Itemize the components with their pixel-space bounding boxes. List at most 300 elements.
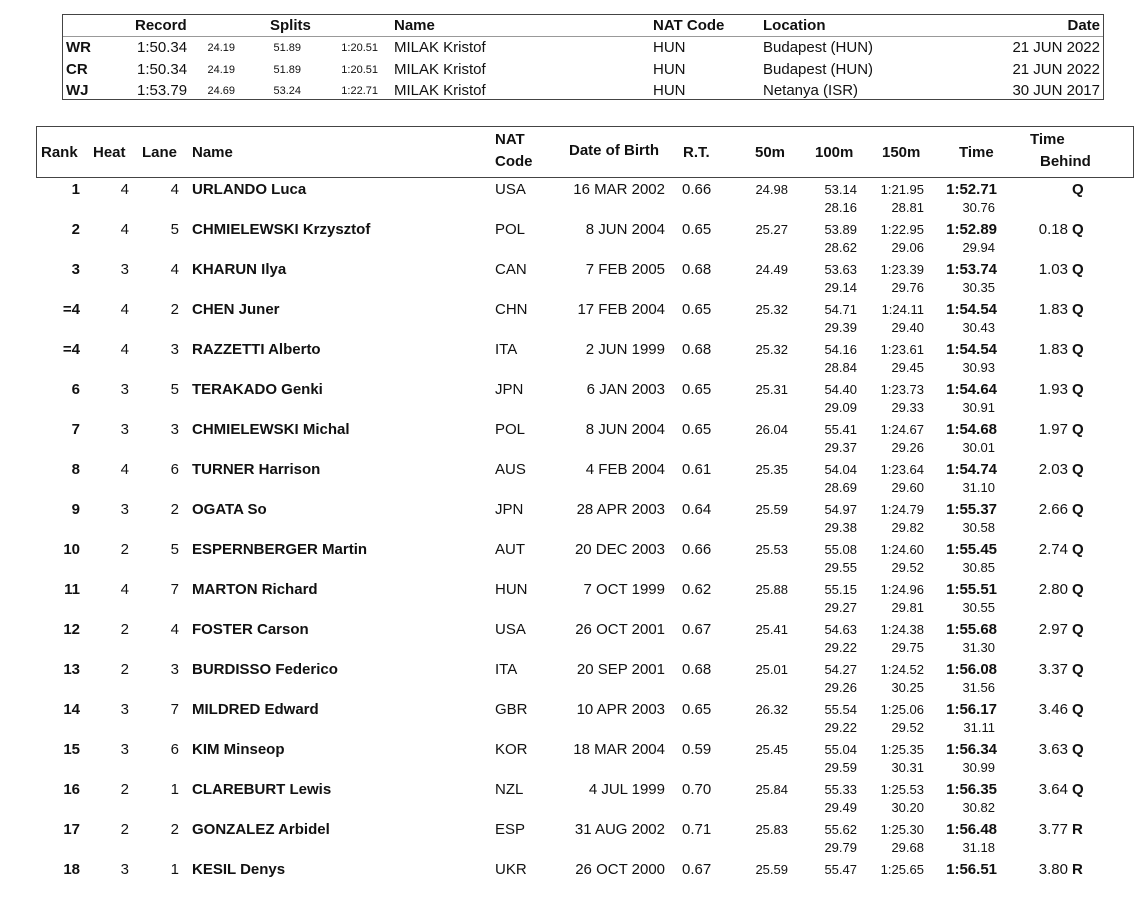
final-time-cell: 1:54.54 bbox=[946, 341, 997, 358]
reaction-time-cell: 0.66 bbox=[682, 181, 712, 198]
date-of-birth-cell: 28 APR 2003 bbox=[576, 501, 665, 518]
result-row bbox=[0, 821, 1138, 861]
nat-code-cell: CHN bbox=[495, 301, 528, 318]
lap-200m-cell: 30.43 bbox=[962, 320, 995, 335]
split-50m-cell: 25.59 bbox=[755, 502, 788, 517]
athlete-name: KIM Minseop bbox=[192, 741, 285, 758]
records-header-splits: Splits bbox=[270, 17, 311, 34]
lap-150m-cell: 29.52 bbox=[891, 560, 924, 575]
split-150m-cell: 1:25.06 bbox=[880, 702, 924, 717]
header-rt: R.T. bbox=[683, 144, 710, 161]
record-code: WJ bbox=[66, 82, 89, 99]
lane-cell: 2 bbox=[170, 821, 179, 838]
rank-cell: 2 bbox=[71, 221, 80, 238]
record-date: 21 JUN 2022 bbox=[1012, 60, 1100, 78]
lane-cell: 6 bbox=[170, 461, 179, 478]
split-100m-cell: 55.47 bbox=[824, 862, 857, 877]
rank-cell: 6 bbox=[71, 381, 80, 398]
date-of-birth-cell: 18 MAR 2004 bbox=[573, 741, 665, 758]
reaction-time-cell: 0.64 bbox=[682, 501, 712, 518]
split-50m-cell: 25.31 bbox=[755, 382, 788, 397]
nat-code-cell: POL bbox=[495, 421, 526, 438]
reaction-time-cell: 0.65 bbox=[682, 301, 712, 318]
qualification-badge: Q bbox=[1072, 301, 1084, 318]
split-50m-cell: 26.04 bbox=[755, 422, 788, 437]
final-time-cell: 1:54.54 bbox=[946, 301, 997, 318]
split-50m-cell: 25.59 bbox=[755, 862, 788, 877]
reaction-time-cell: 0.62 bbox=[682, 581, 712, 598]
lap-200m-cell: 31.11 bbox=[963, 720, 995, 735]
split-50m-cell: 25.41 bbox=[755, 622, 788, 637]
final-time-cell: 1:55.45 bbox=[946, 541, 997, 558]
split-150m-cell: 1:24.96 bbox=[880, 582, 924, 597]
reaction-time-cell: 0.67 bbox=[682, 621, 712, 638]
time-behind-cell: 1.97 bbox=[1038, 421, 1068, 438]
split-50m-cell: 25.32 bbox=[755, 342, 788, 357]
final-time-cell: 1:55.37 bbox=[946, 501, 997, 518]
split-100m-cell: 54.27 bbox=[824, 662, 857, 677]
record-split: 24.69 bbox=[207, 85, 235, 97]
lap-200m-cell: 29.94 bbox=[962, 240, 995, 255]
lap-100m-cell: 29.55 bbox=[824, 560, 857, 575]
result-row bbox=[0, 661, 1138, 701]
lap-150m-cell: 29.60 bbox=[891, 480, 924, 495]
split-100m-cell: 54.04 bbox=[824, 462, 857, 477]
qualification-badge: Q bbox=[1072, 341, 1084, 358]
lap-200m-cell: 31.56 bbox=[962, 680, 995, 695]
time-behind-cell: 3.37 bbox=[1038, 661, 1068, 678]
lane-cell: 1 bbox=[170, 861, 179, 878]
lap-150m-cell: 30.31 bbox=[891, 760, 924, 775]
date-of-birth-cell: 2 JUN 1999 bbox=[585, 341, 665, 358]
records-header bbox=[63, 15, 1103, 37]
result-row bbox=[0, 501, 1138, 541]
final-time-cell: 1:52.71 bbox=[946, 181, 997, 198]
split-150m-cell: 1:23.64 bbox=[880, 462, 924, 477]
split-150m-cell: 1:25.65 bbox=[880, 862, 924, 877]
final-time-cell: 1:56.51 bbox=[946, 861, 997, 878]
result-row bbox=[0, 541, 1138, 581]
record-nat-code: HUN bbox=[653, 82, 686, 99]
split-50m-cell: 25.27 bbox=[755, 222, 788, 237]
athlete-name: MILDRED Edward bbox=[192, 701, 319, 718]
heat-cell: 3 bbox=[120, 701, 129, 718]
lap-200m-cell: 30.85 bbox=[962, 560, 995, 575]
lane-cell: 4 bbox=[170, 621, 179, 638]
split-100m-cell: 53.89 bbox=[824, 222, 857, 237]
split-100m-cell: 54.97 bbox=[824, 502, 857, 517]
lane-cell: 3 bbox=[170, 341, 179, 358]
lap-150m-cell: 29.75 bbox=[891, 640, 924, 655]
athlete-name: CHMIELEWSKI Michal bbox=[192, 421, 350, 438]
results-header bbox=[36, 126, 1134, 178]
record-split: 53.24 bbox=[273, 85, 301, 97]
lap-200m-cell: 30.58 bbox=[962, 520, 995, 535]
header-behind-line1: Time bbox=[1030, 131, 1065, 148]
nat-code-cell: USA bbox=[495, 621, 526, 638]
heat-cell: 2 bbox=[120, 621, 129, 638]
heat-cell: 3 bbox=[120, 261, 129, 278]
qualification-badge: Q bbox=[1072, 461, 1084, 478]
date-of-birth-cell: 4 FEB 2004 bbox=[585, 461, 665, 478]
lane-cell: 4 bbox=[170, 181, 179, 198]
date-of-birth-cell: 26 OCT 2000 bbox=[575, 861, 665, 878]
lap-150m-cell: 29.52 bbox=[891, 720, 924, 735]
split-50m-cell: 25.83 bbox=[755, 822, 788, 837]
lap-100m-cell: 29.39 bbox=[824, 320, 857, 335]
result-row bbox=[0, 261, 1138, 301]
qualification-badge: Q bbox=[1072, 261, 1084, 278]
split-100m-cell: 53.14 bbox=[824, 182, 857, 197]
lane-cell: 7 bbox=[170, 701, 179, 718]
lap-150m-cell: 29.76 bbox=[891, 280, 924, 295]
nat-code-cell: USA bbox=[495, 181, 526, 198]
athlete-name: ESPERNBERGER Martin bbox=[192, 541, 368, 558]
split-150m-cell: 1:23.73 bbox=[880, 382, 924, 397]
rank-cell: 10 bbox=[63, 541, 80, 558]
header-heat: Heat bbox=[93, 144, 126, 161]
header-rank: Rank bbox=[41, 144, 78, 161]
final-time-cell: 1:56.08 bbox=[946, 661, 997, 678]
split-50m-cell: 26.32 bbox=[755, 702, 788, 717]
qualification-badge: Q bbox=[1072, 781, 1084, 798]
qualification-badge: Q bbox=[1072, 181, 1084, 198]
lap-150m-cell: 29.06 bbox=[891, 240, 924, 255]
final-time-cell: 1:53.74 bbox=[946, 261, 997, 278]
lap-200m-cell: 30.35 bbox=[962, 280, 995, 295]
split-100m-cell: 55.04 bbox=[824, 742, 857, 757]
nat-code-cell: AUT bbox=[495, 541, 525, 558]
reaction-time-cell: 0.67 bbox=[682, 861, 712, 878]
lane-cell: 2 bbox=[170, 301, 179, 318]
reaction-time-cell: 0.66 bbox=[682, 541, 712, 558]
rank-cell: 11 bbox=[64, 581, 80, 598]
time-behind-cell: 3.46 bbox=[1038, 701, 1068, 718]
lap-200m-cell: 30.82 bbox=[962, 800, 995, 815]
athlete-name: MARTON Richard bbox=[192, 581, 318, 598]
final-time-cell: 1:55.68 bbox=[946, 621, 997, 638]
lap-100m-cell: 29.79 bbox=[824, 840, 857, 855]
record-code: WR bbox=[66, 39, 91, 56]
record-holder-name: MILAK Kristof bbox=[394, 60, 486, 78]
athlete-name: CLAREBURT Lewis bbox=[192, 781, 332, 798]
split-150m-cell: 1:21.95 bbox=[880, 182, 924, 197]
time-behind-cell: 3.64 bbox=[1038, 781, 1068, 798]
rank-cell: 18 bbox=[63, 861, 80, 878]
split-150m-cell: 1:24.38 bbox=[880, 622, 924, 637]
record-location: Budapest (HUN) bbox=[763, 60, 874, 78]
lane-cell: 2 bbox=[170, 501, 179, 518]
split-150m-cell: 1:24.60 bbox=[880, 542, 924, 557]
date-of-birth-cell: 7 FEB 2005 bbox=[585, 261, 665, 278]
split-50m-cell: 25.45 bbox=[755, 742, 788, 757]
split-150m-cell: 1:25.35 bbox=[880, 742, 924, 757]
date-of-birth-cell: 6 JAN 2003 bbox=[586, 381, 665, 398]
qualification-badge: R bbox=[1072, 821, 1083, 838]
split-50m-cell: 25.88 bbox=[755, 582, 788, 597]
final-time-cell: 1:56.34 bbox=[946, 741, 997, 758]
lane-cell: 4 bbox=[170, 261, 179, 278]
heat-cell: 2 bbox=[120, 781, 129, 798]
header-150m: 150m bbox=[882, 144, 921, 161]
split-100m-cell: 55.15 bbox=[824, 582, 857, 597]
athlete-name: OGATA So bbox=[192, 501, 267, 518]
athlete-name: URLANDO Luca bbox=[192, 181, 307, 198]
record-code: CR bbox=[66, 60, 88, 78]
split-50m-cell: 25.35 bbox=[755, 462, 788, 477]
split-100m-cell: 55.08 bbox=[824, 542, 857, 557]
time-behind-cell: 2.74 bbox=[1038, 541, 1068, 558]
lap-100m-cell: 29.49 bbox=[824, 800, 857, 815]
athlete-name: FOSTER Carson bbox=[192, 621, 309, 638]
lap-200m-cell: 30.91 bbox=[962, 400, 995, 415]
date-of-birth-cell: 8 JUN 2004 bbox=[585, 221, 665, 238]
athlete-name: GONZALEZ Arbidel bbox=[192, 821, 330, 838]
record-split: 24.19 bbox=[207, 42, 235, 54]
header-nat-line2: Code bbox=[495, 153, 533, 170]
records-header-nat-code: NAT Code bbox=[653, 17, 725, 34]
lap-200m-cell: 30.99 bbox=[962, 760, 995, 775]
time-behind-cell: 2.97 bbox=[1038, 621, 1068, 638]
split-50m-cell: 25.01 bbox=[755, 662, 788, 677]
athlete-name: TURNER Harrison bbox=[192, 461, 321, 478]
lap-100m-cell: 29.37 bbox=[824, 440, 857, 455]
rank-cell: 9 bbox=[71, 501, 80, 518]
result-row bbox=[0, 381, 1138, 421]
record-split: 24.19 bbox=[207, 63, 235, 76]
reaction-time-cell: 0.59 bbox=[682, 741, 712, 758]
split-50m-cell: 25.32 bbox=[755, 302, 788, 317]
date-of-birth-cell: 10 APR 2003 bbox=[576, 701, 665, 718]
rank-cell: 3 bbox=[71, 261, 80, 278]
heat-cell: 4 bbox=[120, 301, 129, 318]
split-100m-cell: 54.16 bbox=[824, 342, 857, 357]
record-row bbox=[63, 37, 1103, 59]
result-row bbox=[0, 341, 1138, 381]
time-behind-cell: 2.03 bbox=[1038, 461, 1068, 478]
athlete-name: KESIL Denys bbox=[192, 861, 286, 878]
heat-cell: 2 bbox=[120, 661, 129, 678]
lap-150m-cell: 29.45 bbox=[891, 360, 924, 375]
final-time-cell: 1:54.74 bbox=[946, 461, 997, 478]
record-date: 21 JUN 2022 bbox=[1012, 39, 1100, 56]
reaction-time-cell: 0.70 bbox=[682, 781, 712, 798]
lap-150m-cell: 29.26 bbox=[891, 440, 924, 455]
final-time-cell: 1:56.35 bbox=[946, 781, 997, 798]
header-dob: Date of Birth bbox=[569, 142, 659, 159]
lane-cell: 3 bbox=[170, 661, 179, 678]
split-100m-cell: 53.63 bbox=[824, 262, 857, 277]
nat-code-cell: HUN bbox=[495, 581, 528, 598]
nat-code-cell: POL bbox=[495, 221, 526, 238]
lane-cell: 7 bbox=[170, 581, 179, 598]
lap-150m-cell: 29.40 bbox=[891, 320, 924, 335]
record-row bbox=[63, 59, 1103, 81]
lap-100m-cell: 29.09 bbox=[824, 400, 857, 415]
date-of-birth-cell: 16 MAR 2002 bbox=[573, 181, 665, 198]
lap-200m-cell: 30.93 bbox=[962, 360, 995, 375]
time-behind-cell: 2.66 bbox=[1038, 501, 1068, 518]
reaction-time-cell: 0.68 bbox=[682, 341, 712, 358]
heat-cell: 4 bbox=[120, 341, 129, 358]
time-behind-cell: 3.80 bbox=[1038, 861, 1068, 878]
lap-150m-cell: 29.82 bbox=[891, 520, 924, 535]
qualification-badge: Q bbox=[1072, 501, 1084, 518]
athlete-name: CHMIELEWSKI Krzysztof bbox=[192, 221, 371, 238]
final-time-cell: 1:56.48 bbox=[946, 821, 997, 838]
header-time: Time bbox=[959, 144, 994, 161]
date-of-birth-cell: 31 AUG 2002 bbox=[574, 821, 665, 838]
split-150m-cell: 1:24.79 bbox=[880, 502, 924, 517]
header-100m: 100m bbox=[815, 144, 854, 161]
rank-cell: 14 bbox=[63, 701, 80, 718]
lap-150m-cell: 29.33 bbox=[891, 400, 924, 415]
nat-code-cell: AUS bbox=[495, 461, 526, 478]
lap-200m-cell: 31.30 bbox=[962, 640, 995, 655]
time-behind-cell: 3.63 bbox=[1038, 741, 1068, 758]
reaction-time-cell: 0.65 bbox=[682, 381, 712, 398]
lap-200m-cell: 30.76 bbox=[962, 200, 995, 215]
result-row bbox=[0, 581, 1138, 621]
time-behind-cell: 1.83 bbox=[1038, 301, 1068, 318]
record-time: 1:53.79 bbox=[137, 82, 188, 99]
result-row bbox=[0, 701, 1138, 741]
records-table bbox=[62, 14, 1104, 100]
record-split: 1:20.51 bbox=[341, 42, 378, 54]
result-row bbox=[0, 221, 1138, 261]
date-of-birth-cell: 20 SEP 2001 bbox=[576, 661, 665, 678]
athlete-name: RAZZETTI Alberto bbox=[192, 341, 321, 358]
rank-cell: 1 bbox=[71, 181, 80, 198]
date-of-birth-cell: 4 JUL 1999 bbox=[588, 781, 665, 798]
split-100m-cell: 55.54 bbox=[824, 702, 857, 717]
reaction-time-cell: 0.61 bbox=[682, 461, 712, 478]
qualification-badge: Q bbox=[1072, 741, 1084, 758]
time-behind-cell: 1.93 bbox=[1038, 381, 1068, 398]
split-100m-cell: 55.41 bbox=[824, 422, 857, 437]
record-row bbox=[63, 80, 1103, 102]
split-50m-cell: 25.53 bbox=[755, 542, 788, 557]
lap-200m-cell: 30.55 bbox=[962, 600, 995, 615]
records-header-record: Record bbox=[135, 17, 187, 34]
split-50m-cell: 25.84 bbox=[755, 782, 788, 797]
lane-cell: 5 bbox=[170, 381, 179, 398]
record-date: 30 JUN 2017 bbox=[1012, 82, 1100, 99]
record-holder-name: MILAK Kristof bbox=[394, 39, 486, 56]
result-row bbox=[0, 741, 1138, 781]
qualification-badge: Q bbox=[1072, 381, 1084, 398]
heat-cell: 4 bbox=[120, 221, 129, 238]
final-time-cell: 1:56.17 bbox=[946, 701, 997, 718]
split-100m-cell: 54.40 bbox=[824, 382, 857, 397]
heat-cell: 3 bbox=[120, 381, 129, 398]
lap-100m-cell: 28.62 bbox=[824, 240, 857, 255]
lane-cell: 3 bbox=[170, 421, 179, 438]
result-row bbox=[0, 621, 1138, 661]
result-row bbox=[0, 301, 1138, 341]
nat-code-cell: ITA bbox=[495, 661, 518, 678]
time-behind-cell: 3.77 bbox=[1038, 821, 1068, 838]
nat-code-cell: KOR bbox=[495, 741, 528, 758]
lap-150m-cell: 29.68 bbox=[891, 840, 924, 855]
qualification-badge: Q bbox=[1072, 221, 1084, 238]
split-150m-cell: 1:24.11 bbox=[881, 302, 924, 317]
rank-cell: 12 bbox=[63, 621, 80, 638]
lap-100m-cell: 28.84 bbox=[824, 360, 857, 375]
lane-cell: 5 bbox=[170, 221, 179, 238]
record-nat-code: HUN bbox=[653, 60, 686, 78]
split-100m-cell: 54.63 bbox=[824, 622, 857, 637]
heat-cell: 2 bbox=[120, 541, 129, 558]
rank-cell: 8 bbox=[71, 461, 80, 478]
reaction-time-cell: 0.65 bbox=[682, 421, 712, 438]
split-150m-cell: 1:24.67 bbox=[880, 422, 924, 437]
record-location: Budapest (HUN) bbox=[763, 39, 874, 56]
result-row bbox=[0, 781, 1138, 821]
lap-200m-cell: 31.10 bbox=[962, 480, 995, 495]
heat-cell: 4 bbox=[120, 181, 129, 198]
lane-cell: 6 bbox=[170, 741, 179, 758]
split-100m-cell: 55.62 bbox=[824, 822, 857, 837]
athlete-name: BURDISSO Federico bbox=[192, 661, 338, 678]
qualification-badge: Q bbox=[1072, 581, 1084, 598]
qualification-badge: Q bbox=[1072, 701, 1084, 718]
heat-cell: 2 bbox=[120, 821, 129, 838]
qualification-badge: Q bbox=[1072, 661, 1084, 678]
split-150m-cell: 1:22.95 bbox=[880, 222, 924, 237]
date-of-birth-cell: 8 JUN 2004 bbox=[585, 421, 665, 438]
split-150m-cell: 1:23.39 bbox=[880, 262, 924, 277]
rank-cell: 13 bbox=[63, 661, 80, 678]
rank-cell: 7 bbox=[71, 421, 80, 438]
final-time-cell: 1:54.64 bbox=[946, 381, 997, 398]
qualification-badge: Q bbox=[1072, 541, 1084, 558]
split-100m-cell: 55.33 bbox=[824, 782, 857, 797]
rank-cell: =4 bbox=[62, 301, 80, 318]
lap-200m-cell: 31.18 bbox=[962, 840, 995, 855]
time-behind-cell: 0.18 bbox=[1038, 221, 1068, 238]
date-of-birth-cell: 26 OCT 2001 bbox=[575, 621, 665, 638]
split-150m-cell: 1:25.53 bbox=[880, 782, 924, 797]
nat-code-cell: CAN bbox=[495, 261, 527, 278]
result-row bbox=[0, 461, 1138, 501]
heat-cell: 4 bbox=[120, 461, 129, 478]
split-150m-cell: 1:24.52 bbox=[880, 662, 924, 677]
lap-100m-cell: 29.14 bbox=[824, 280, 857, 295]
lap-150m-cell: 29.81 bbox=[891, 600, 924, 615]
qualification-badge: Q bbox=[1072, 421, 1084, 438]
qualification-badge: Q bbox=[1072, 621, 1084, 638]
lap-100m-cell: 29.27 bbox=[824, 600, 857, 615]
lap-150m-cell: 30.25 bbox=[891, 680, 924, 695]
lane-cell: 5 bbox=[170, 541, 179, 558]
record-split: 1:20.51 bbox=[341, 63, 378, 76]
nat-code-cell: ESP bbox=[495, 821, 526, 838]
time-behind-cell: 1.03 bbox=[1038, 261, 1068, 278]
reaction-time-cell: 0.65 bbox=[682, 221, 712, 238]
heat-cell: 4 bbox=[120, 581, 129, 598]
reaction-time-cell: 0.71 bbox=[682, 821, 712, 838]
rank-cell: =4 bbox=[62, 341, 80, 358]
heat-cell: 3 bbox=[120, 741, 129, 758]
header-name: Name bbox=[192, 144, 233, 161]
lap-100m-cell: 28.69 bbox=[824, 480, 857, 495]
split-100m-cell: 54.71 bbox=[824, 302, 857, 317]
athlete-name: CHEN Juner bbox=[192, 301, 280, 318]
rank-cell: 16 bbox=[63, 781, 80, 798]
lap-150m-cell: 30.20 bbox=[891, 800, 924, 815]
header-nat-line1: NAT bbox=[495, 131, 525, 148]
